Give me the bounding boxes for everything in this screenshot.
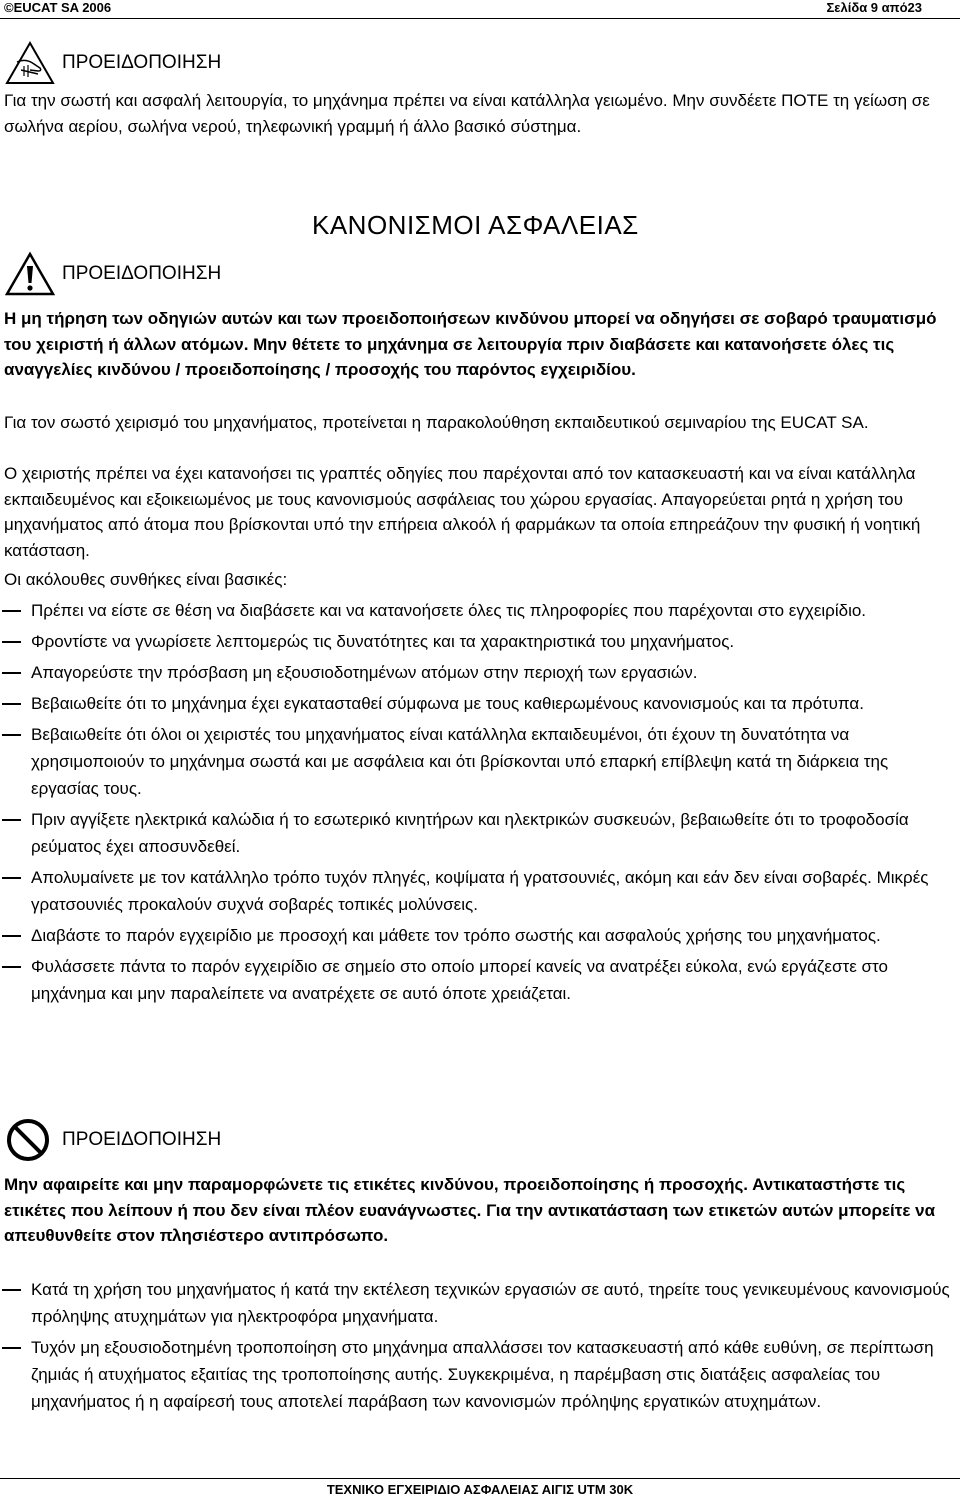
labels-bold-text: Μην αφαιρείτε και μην παραμορφώνετε τις ετικέτες κινδύνου, προειδοποίησης ή προσοχής. Αντικαταστήστε τις ετικέτες που λείπουν ή που δεν είναι πλέον ευανάγνωστες. Για την αντικατάσταση των ετικετών αυτών μπορείτε να απευθυνθείτε στον πλησιέστερο αντιπρόσωπο. bbox=[4, 1175, 936, 1245]
dash-bullet bbox=[2, 703, 21, 705]
dash-bullet bbox=[2, 1347, 21, 1349]
list-item: Πρέπει να είστε σε θέση να διαβάσετε και να κατανοήσετε όλες τις πληροφορίες που παρέχονται στο εγχειρίδιο. bbox=[0, 597, 950, 624]
list-item: Βεβαιωθείτε ότι όλοι οι χειριστές του μηχανήματος είναι κατάλληλα εκπαιδευμένοι, ότι έχουν τη δυνατότητα να χρησιμοποιούν το μηχάνημα σωστά και με ασφάλεια και ότι βρίσκονται υπό επαρκή επίβλεψη κατά τη διάρκεια της εργασίας τους. bbox=[0, 721, 950, 802]
warning-label: ΠΡΟΕΙΔΟΠΟΙΗΣΗ bbox=[62, 263, 222, 284]
prohibition-icon bbox=[4, 1117, 56, 1163]
copyright-text: ©EUCAT SA 2006 bbox=[4, 0, 112, 15]
footer-title: ΤΕΧΝΙΚΟ ΕΓΧΕΙΡΙΔΙΟ ΑΣΦΑΛΕΙΑΣ ΑΙΓΙΣ UTM 30K bbox=[326, 1482, 634, 1497]
conditions-intro: Οι ακόλουθες συνθήκες είναι βασικές: bbox=[4, 570, 288, 589]
section-title: ΚΑΝΟΝΙΣΜΟΙ ΑΣΦΑΛΕΙΑΣ bbox=[312, 210, 639, 240]
list-item: Πριν αγγίξετε ηλεκτρικά καλώδια ή το εσωτερικό κινητήρων και ηλεκτρικών συσκευών, βεβαιωθείτε ότι το τροφοδοσία ρεύματος έχει αποσυνδεθεί. bbox=[0, 806, 950, 860]
page-header bbox=[0, 0, 960, 19]
dash-bullet bbox=[2, 641, 21, 643]
list-item: Απολυμαίνετε με τον κατάλληλο τρόπο τυχόν πληγές, κοψίματα ή γρατσουνιές, ακόμη και εάν δεν είναι σοβαρές. Μικρές γρατσουνιές προκαλούν συχνά σοβαρές τοπικές μολύνσεις. bbox=[0, 864, 950, 918]
page-footer bbox=[0, 1478, 960, 1503]
warning-label: ΠΡΟΕΙΔΟΠΟΙΗΣΗ bbox=[62, 1129, 222, 1150]
warning-3-heading bbox=[4, 1117, 221, 1163]
list-item: Κατά τη χρήση του μηχανήματος ή κατά την εκτέλεση τεχνικών εργασιών σε αυτό, τηρείτε τους γενικευμένους κανονισμούς πρόληψης ατυχημάτων για ηλεκτροφόρα μηχανήματα. bbox=[0, 1276, 950, 1330]
list-item: Φροντίστε να γνωρίσετε λεπτομερώς τις δυνατότητες και τα χαρακτηριστικά του μηχανήματος. bbox=[0, 628, 950, 655]
warning-1-text: Για την σωστή και ασφαλή λειτουργία, το μηχάνημα πρέπει να είναι κατάλληλα γειωμένο. Μην συνδέετε ΠΟΤΕ τη γείωση σε σωλήνα αερίου, σωλήνα νερού, τηλεφωνική γραμμή ή άλλο βασικό σύστημα. bbox=[4, 91, 930, 136]
dash-bullet bbox=[2, 734, 21, 736]
page-number: Σελίδα 9 από23 bbox=[826, 0, 922, 15]
list-item: Φυλάσσετε πάντα το παρόν εγχειρίδιο σε σημείο στο οποίο μπορεί κανείς να ανατρέξει εύκολα, ενώ εργάζεστε στο μηχάνημα και μην παραλείπετε να ανατρέχετε σε αυτό όποτε χρειάζεται. bbox=[0, 953, 950, 1007]
list-item: Τυχόν μη εξουσιοδοτημένη τροποποίηση στο μηχάνημα απαλλάσσει τον κατασκευαστή από κάθε ευθύνη, σε περίπτωση ζημιάς ή ατυχήματος εξαιτίας της τροποποίησης αυτής. Συγκεκριμένα, η παρέμβαση στις διατάξεις ασφαλείας του μηχανήματος ή η αφαίρεσή τους αποτελεί παράβαση των κανονισμών πρόληψης εργατικών ατυχημάτων. bbox=[0, 1334, 950, 1415]
list-item: Βεβαιωθείτε ότι το μηχάνημα έχει εγκατασταθεί σύμφωνα με τους καθιερωμένους κανονισμούς και τα πρότυπα. bbox=[0, 690, 950, 717]
warning-2-heading bbox=[4, 251, 221, 297]
conditions-list bbox=[0, 597, 950, 1011]
list-item: Απαγορεύστε την πρόσβαση μη εξουσιοδοτημένων ατόμων στην περιοχή των εργασιών. bbox=[0, 659, 950, 686]
warnings-list bbox=[0, 1276, 950, 1419]
seminar-paragraph: Για τον σωστό χειρισμό του μηχανήματος, προτείνεται η παρακολούθηση εκπαιδευτικού σεμιναρίου της EUCAT SA. bbox=[4, 413, 869, 432]
dash-bullet bbox=[2, 672, 21, 674]
warning-label: ΠΡΟΕΙΔΟΠΟΙΗΣΗ bbox=[62, 52, 222, 73]
hand-warning-icon bbox=[4, 40, 56, 86]
warning-1-heading bbox=[4, 40, 221, 86]
dash-bullet bbox=[2, 935, 21, 937]
operator-paragraph: Ο χειριστής πρέπει να έχει κατανοήσει τις γραπτές οδηγίες που παρέχονται από τον κατασκευαστή και να είναι κατάλληλα εκπαιδευμένος και εξοικειωμένος με τους κανονισμούς ασφάλειας του χώρου εργασίας. Απαγορεύεται ρητά η χρήση του μηχανήματος από άτομα που βρίσκονται υπό την επήρεια αλκοόλ ή φαρμάκων τα οποία επηρεάζουν την φυσική ή νοητική κατάσταση. bbox=[4, 464, 921, 560]
dash-bullet bbox=[2, 819, 21, 821]
safety-bold-text: Η μη τήρηση των οδηγιών αυτών και των προειδοποιήσεων κινδύνου μπορεί να οδηγήσει σε σοβαρό τραυματισμό του χειριστή ή άλλων ατόμων. Μην θέτετε το μηχάνημα σε λειτουργία πριν διαβάσετε και κατανοήσετε όλες τις αναγγελίες κινδύνου / προειδοποίησης / προσοχής του παρόντος εγχειριδίου. bbox=[4, 309, 937, 379]
dash-bullet bbox=[2, 1289, 21, 1291]
list-item: Διαβάστε το παρόν εγχειρίδιο με προσοχή και μάθετε τον τρόπο σωστής και ασφαλούς χρήσης του μηχανήματος. bbox=[0, 922, 950, 949]
dash-bullet bbox=[2, 877, 21, 879]
dash-bullet bbox=[2, 966, 21, 968]
dash-bullet bbox=[2, 610, 21, 612]
exclamation-triangle-icon bbox=[4, 251, 56, 297]
